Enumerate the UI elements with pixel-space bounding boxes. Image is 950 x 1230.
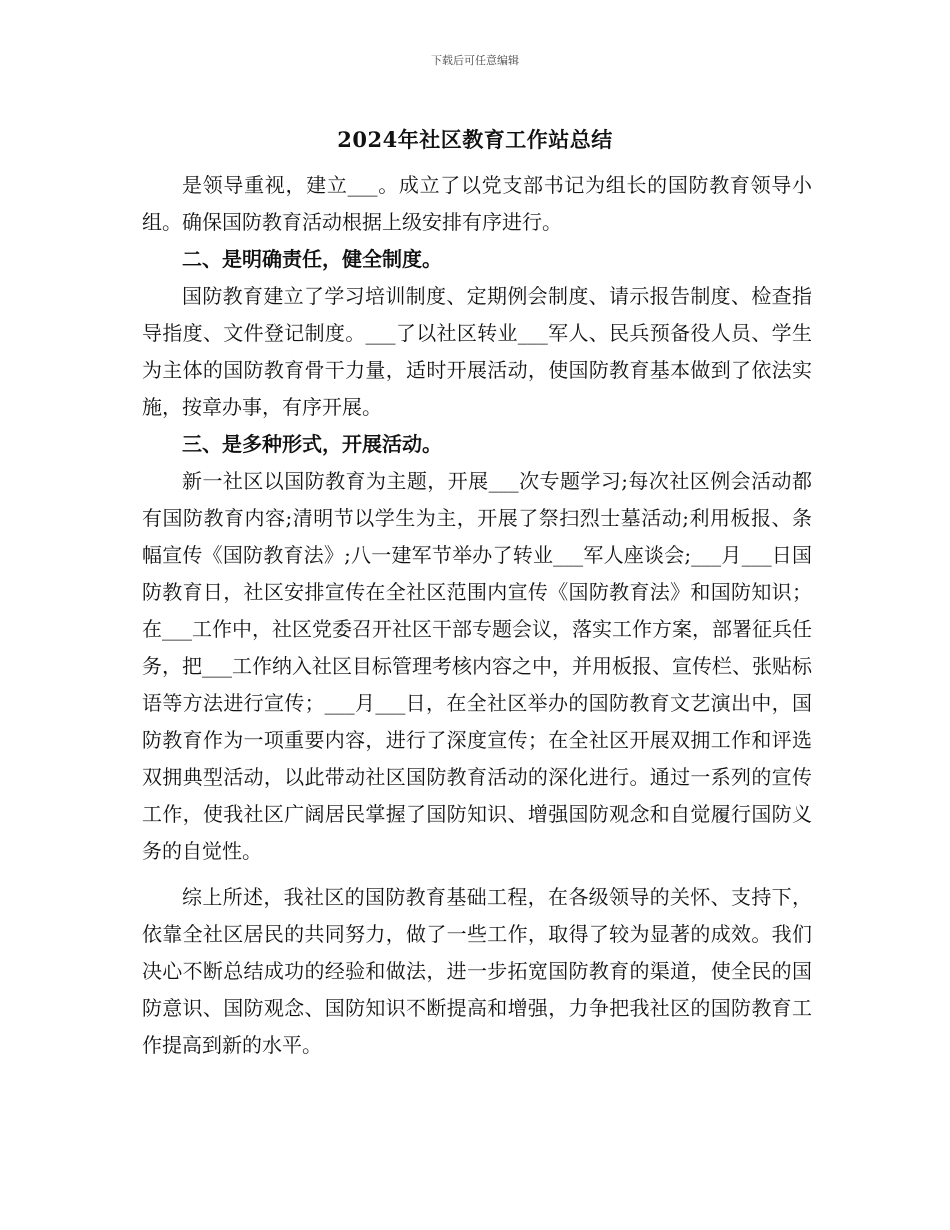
section-heading-activities: 三、是多种形式，开展活动。 xyxy=(182,432,442,456)
section-heading-responsibility: 二、是明确责任，健全制度。 xyxy=(182,247,442,271)
document-title: 2024年社区教育工作站总结 xyxy=(337,127,613,152)
paragraph-activities: 新一社区以国防教育为主题，开展___次专题学习;每次社区例会活动都有国防教育内容;清明节以学生为主，开展了祭扫烈士墓活动;利用板报、条幅宣传《国防教育法》;八一建军节举办了转业___军人座谈会;___月___日国防教育日，社区安排宣传在全社区范围内宣传《国防教育法》和国防知识；在___工作中，社区党委召开社区干部专题会议，落实工作方案，部署征兵任务，把___工作纳入社区目标管理考核内容之中，并用板报、宣传栏、张贴标语等方法进行宣传；___月___日，在全社区举办的国防教育文艺演出中，国防教育作为一项重要内容，进行了深度宣传；在全社区开展双拥工作和评选双拥典型活动，以此带动社区国防教育活动的深化进行。通过一系列的宣传工作，使我社区广阔居民掌握了国防知识、增强国防观念和自觉履行国防义务的自觉性。 xyxy=(142,469,812,863)
paragraph-systems: 国防教育建立了学习培训制度、定期例会制度、请示报告制度、检查指导指度、文件登记制度。___了以社区转业___军人、民兵预备役人员、学生为主体的国防教育骨干力量，适时开展活动，使国防教育基本做到了依法实施，按章办事，有序开展。 xyxy=(142,284,812,419)
page-header-note: 下载后可任意编辑 xyxy=(431,54,519,67)
paragraph-conclusion: 综上所述，我社区的国防教育基础工程，在各级领导的关怀、支持下，依靠全社区居民的共同努力，做了一些工作，取得了较为显著的成效。我们决心不断总结成功的经验和做法，进一步拓宽国防教育的渠道，使全民的国防意识、国防观念、国防知识不断提高和增强，力争把我社区的国防教育工作提高到新的水平。 xyxy=(142,885,812,1057)
document-body xyxy=(142,167,812,1064)
paragraph-leadership: 是领导重视，建立___。成立了以党支部书记为组长的国防教育领导小组。确保国防教育活动根据上级安排有序进行。 xyxy=(142,173,812,234)
